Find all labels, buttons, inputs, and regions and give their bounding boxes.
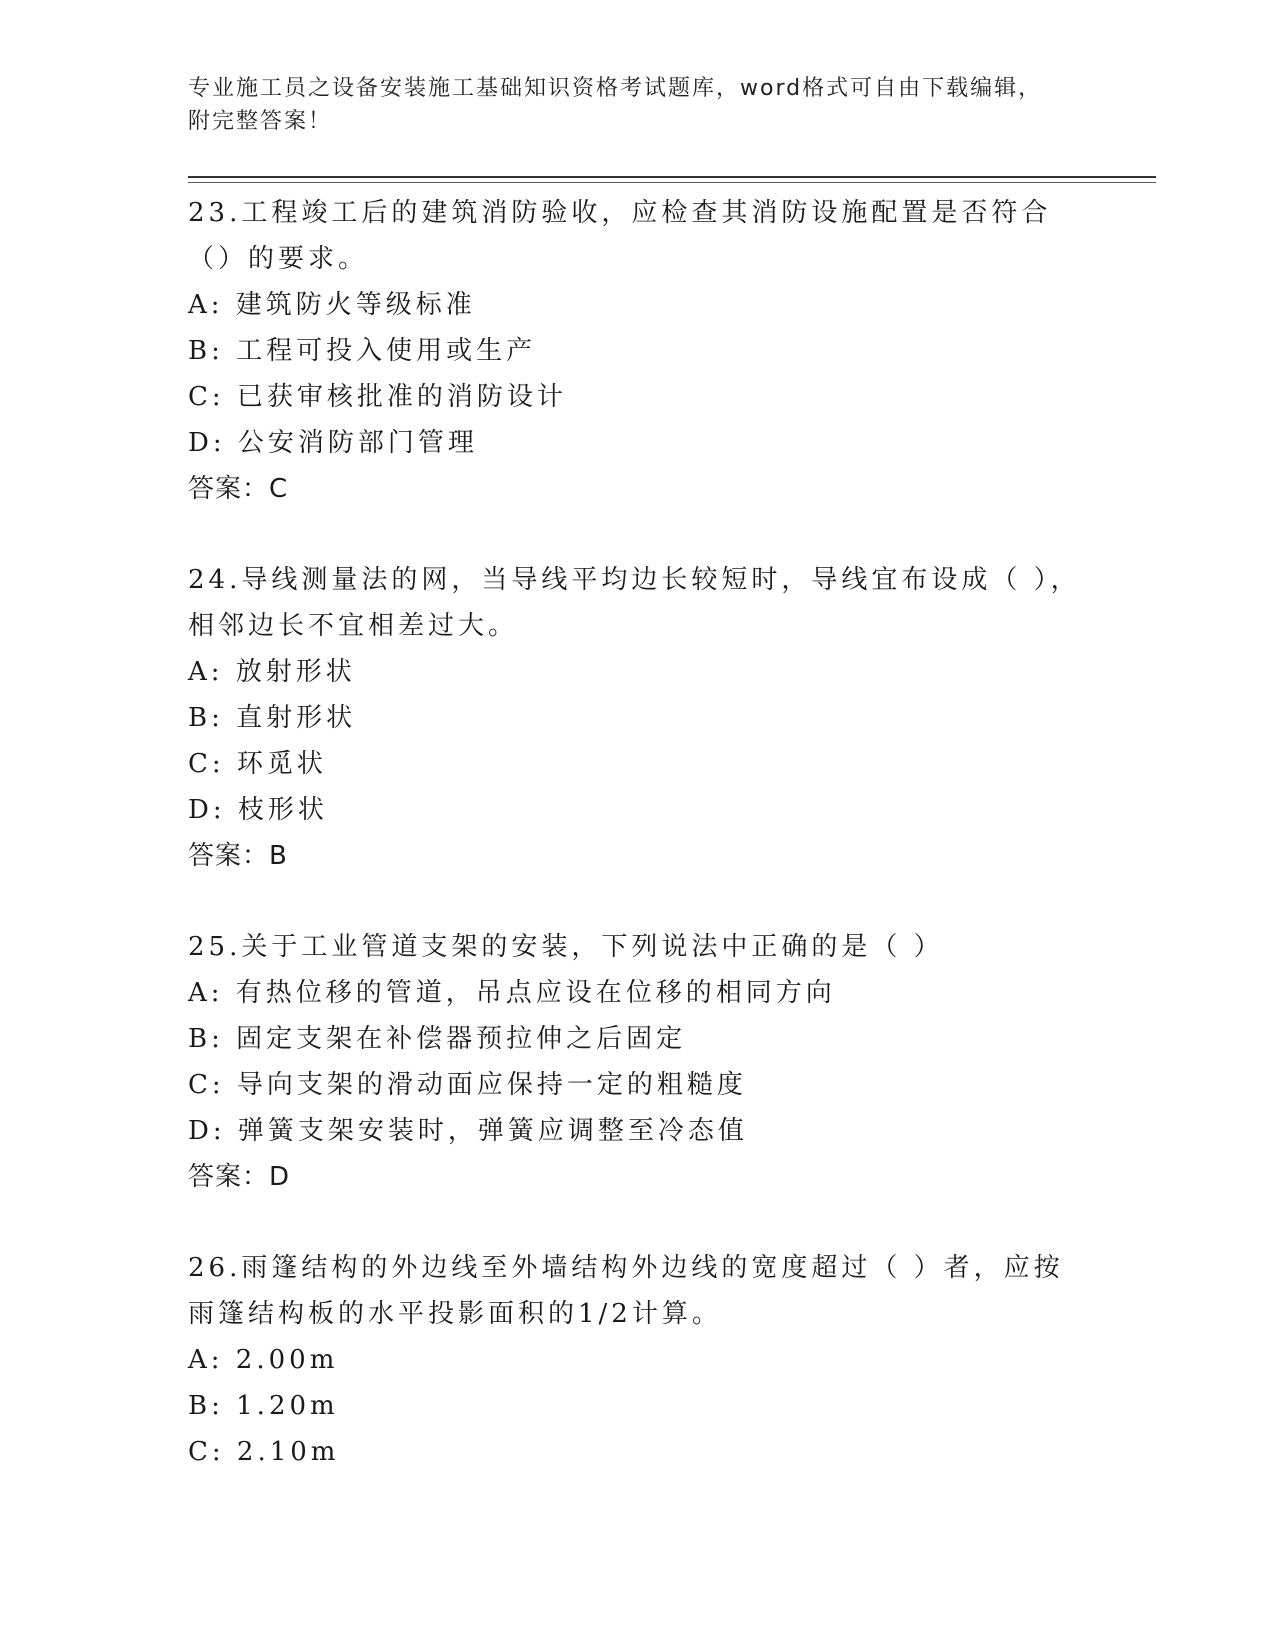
option-b: B: 固定支架在补偿器预拉伸之后固定 — [188, 1024, 687, 1054]
option-d: D: 公安消防部门管理 — [188, 428, 478, 458]
question-spacer — [188, 512, 1088, 557]
question-stem: 26.雨篷结构的外边线至外墙结构外边线的宽度超过（ ）者，应按雨篷结构板的水平投影面积的1/2计算。 — [188, 1253, 1064, 1329]
option-d: D: 弹簧支架安装时，弹簧应调整至冷态值 — [188, 1116, 748, 1146]
answer: 答案：B — [188, 841, 288, 871]
option-a: A: 有热位移的管道，吊点应设在位移的相同方向 — [188, 978, 836, 1008]
question-26 — [188, 1245, 1088, 1475]
header-line-1: 专业施工员之设备安装施工基础知识资格考试题库，word格式可自由下载编辑， — [188, 76, 1043, 101]
option-c: C: 已获审核批准的消防设计 — [188, 382, 567, 412]
option-b: B: 1.20m — [188, 1391, 339, 1421]
question-24 — [188, 557, 1088, 879]
option-c: C: 2.10m — [188, 1437, 340, 1467]
option-a: A: 建筑防火等级标准 — [188, 290, 476, 320]
option-a: A: 2.00m — [188, 1345, 339, 1375]
question-list — [188, 190, 1088, 1475]
option-c: C: 环觅状 — [188, 749, 327, 779]
header-divider-thin — [188, 182, 1156, 183]
question-23 — [188, 190, 1088, 512]
question-stem: 25.关于工业管道支架的安装，下列说法中正确的是（ ） — [188, 932, 944, 962]
option-b: B: 工程可投入使用或生产 — [188, 336, 537, 366]
answer: 答案：D — [188, 1162, 291, 1192]
option-b: B: 直射形状 — [188, 703, 357, 733]
question-25 — [188, 924, 1088, 1200]
answer: 答案：C — [188, 474, 289, 504]
question-stem: 23.工程竣工后的建筑消防验收，应检查其消防设施配置是否符合（）的要求。 — [188, 198, 1052, 274]
option-a: A: 放射形状 — [188, 657, 356, 687]
question-spacer — [188, 879, 1088, 924]
header-divider-thick — [188, 176, 1156, 178]
question-spacer — [188, 1200, 1088, 1245]
header-line-2: 附完整答案！ — [188, 109, 333, 134]
question-stem: 24.导线测量法的网，当导线平均边长较短时，导线宜布设成（ ），相邻边长不宜相差过大。 — [188, 565, 1081, 641]
option-d: D: 枝形状 — [188, 795, 328, 825]
document-header — [188, 72, 1088, 138]
option-c: C: 导向支架的滑动面应保持一定的粗糙度 — [188, 1070, 747, 1100]
